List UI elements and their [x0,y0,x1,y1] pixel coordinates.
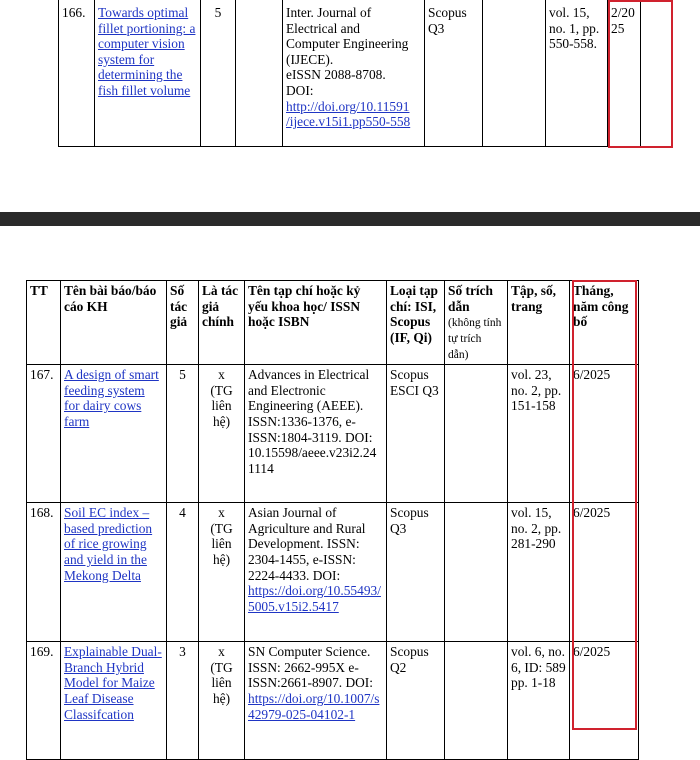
journal-type: Scopus Q3 [425,0,483,147]
header-tt: TT [27,281,61,365]
header-type: Loại tạp chí: ISI, Scopus (IF, Qi) [387,281,445,365]
main-author-cell [199,642,245,760]
publish-date: 6/2025 [570,365,639,503]
journal-info: SN Computer Science. ISSN: 2662-995X e-ISSN:2661-8907. DOI: https://doi.org/10.1007/s42979-025-04102-1 [245,642,387,760]
publish-date: 6/2025 [570,503,639,642]
publish-date: 6/2025 [570,642,639,760]
row-number: 166. [59,0,95,147]
author-count: 5 [167,365,199,503]
paper-title [61,503,167,642]
paper-title-link[interactable]: Explainable Dual-Branch Hybrid Model for Maize Leaf Disease Classifcation [64,644,162,722]
header-citations: Số trích dẫn (không tính tự trích dẫn) [445,281,508,365]
author-count: 5 [201,0,236,147]
main-author-cell [199,503,245,642]
volume-pages: vol. 15, no. 2, pp. 281-290 [508,503,570,642]
main-author-mark: x [218,367,225,383]
publish-date: 2/2025 [608,0,641,147]
top-publication-table [58,0,641,147]
journal-type: Scopus Q3 [387,503,445,642]
main-author-mark: x [218,644,225,660]
main-author-mark: x [218,505,225,521]
header-date: Tháng, năm công bố [570,281,639,365]
volume-pages: vol. 6, no. 6, ID: 589 pp. 1-18 [508,642,570,760]
table-row [27,642,639,760]
doi-link[interactable]: https://doi.org/10.55493/5005.v15i2.5417 [248,583,381,614]
row-number: 168. [27,503,61,642]
table-header [27,281,639,365]
doi-link[interactable]: https://doi.org/10.1007/s42979-025-04102-1 [248,690,380,722]
main-author-note: (TG liên hệ) [210,382,233,429]
paper-title-link[interactable]: Towards optimal fillet portioning: a computer vision system for determining the fish fillet volume [98,5,196,98]
citations [483,0,546,147]
header-authors: Số tác giả [167,281,199,365]
header-main-author: Là tác giả chính [199,281,245,365]
paper-title [61,365,167,503]
main-author-cell [199,365,245,503]
main-author-note: (TG liên hệ) [210,520,233,567]
main-author-cell [236,0,283,147]
header-title: Tên bài báo/báo cáo KH [61,281,167,365]
author-count: 3 [167,642,199,760]
row-number: 167. [27,365,61,503]
main-author-note: (TG liên hệ) [210,659,233,706]
header-journal: Tên tạp chí hoặc kỷ yếu khoa học/ ISSN hoặc ISBN [245,281,387,365]
row-number: 169. [27,642,61,760]
paper-title [61,642,167,760]
citations [445,503,508,642]
highlight-box-top [608,0,673,148]
journal-type: Scopus ESCI Q3 [387,365,445,503]
journal-info: Inter. Journal of Electrical and Computer Engineering (IJECE). eISSN 2088-8708. DOI: http://doi.org/10.11591 /ijece.v15i1.pp550-558 [283,0,425,147]
doi-link[interactable]: http://doi.org/10.11591 /ijece.v15i1.pp550-558 [286,98,411,130]
publication-table [26,280,639,760]
journal-info: Asian Journal of Agriculture and Rural Development. ISSN: 2304-1455, e-ISSN: 2224-4433. DOI: https://doi.org/10.55493/5005.v15i2.5417 [245,503,387,642]
highlight-box-date-column [572,280,637,730]
paper-title [95,0,201,147]
author-count: 4 [167,503,199,642]
page-divider [0,212,700,226]
citations [445,642,508,760]
table-row [59,0,641,147]
volume-pages: vol. 15, no. 1, pp. 550-558. [546,0,608,147]
header-volume: Tập, số, trang [508,281,570,365]
table-row [27,503,639,642]
citations [445,365,508,503]
journal-type: Scopus Q2 [387,642,445,760]
paper-title-link[interactable]: A design of smart feeding system for dairy cows farm [64,367,159,429]
paper-title-link[interactable]: Soil EC index – based prediction of rice growing and yield in the Mekong Delta [64,505,153,583]
table-row [27,365,639,503]
volume-pages: vol. 23, no. 2, pp. 151-158 [508,365,570,503]
header-citations-note: (không tính tự trích dẫn) [448,317,502,362]
journal-info: Advances in Electrical and Electronic Engineering (AEEE). ISSN:1336-1376, e-ISSN:1804-3119. DOI: 10.15598/aeee.v23i2.24 1114 [245,365,387,503]
